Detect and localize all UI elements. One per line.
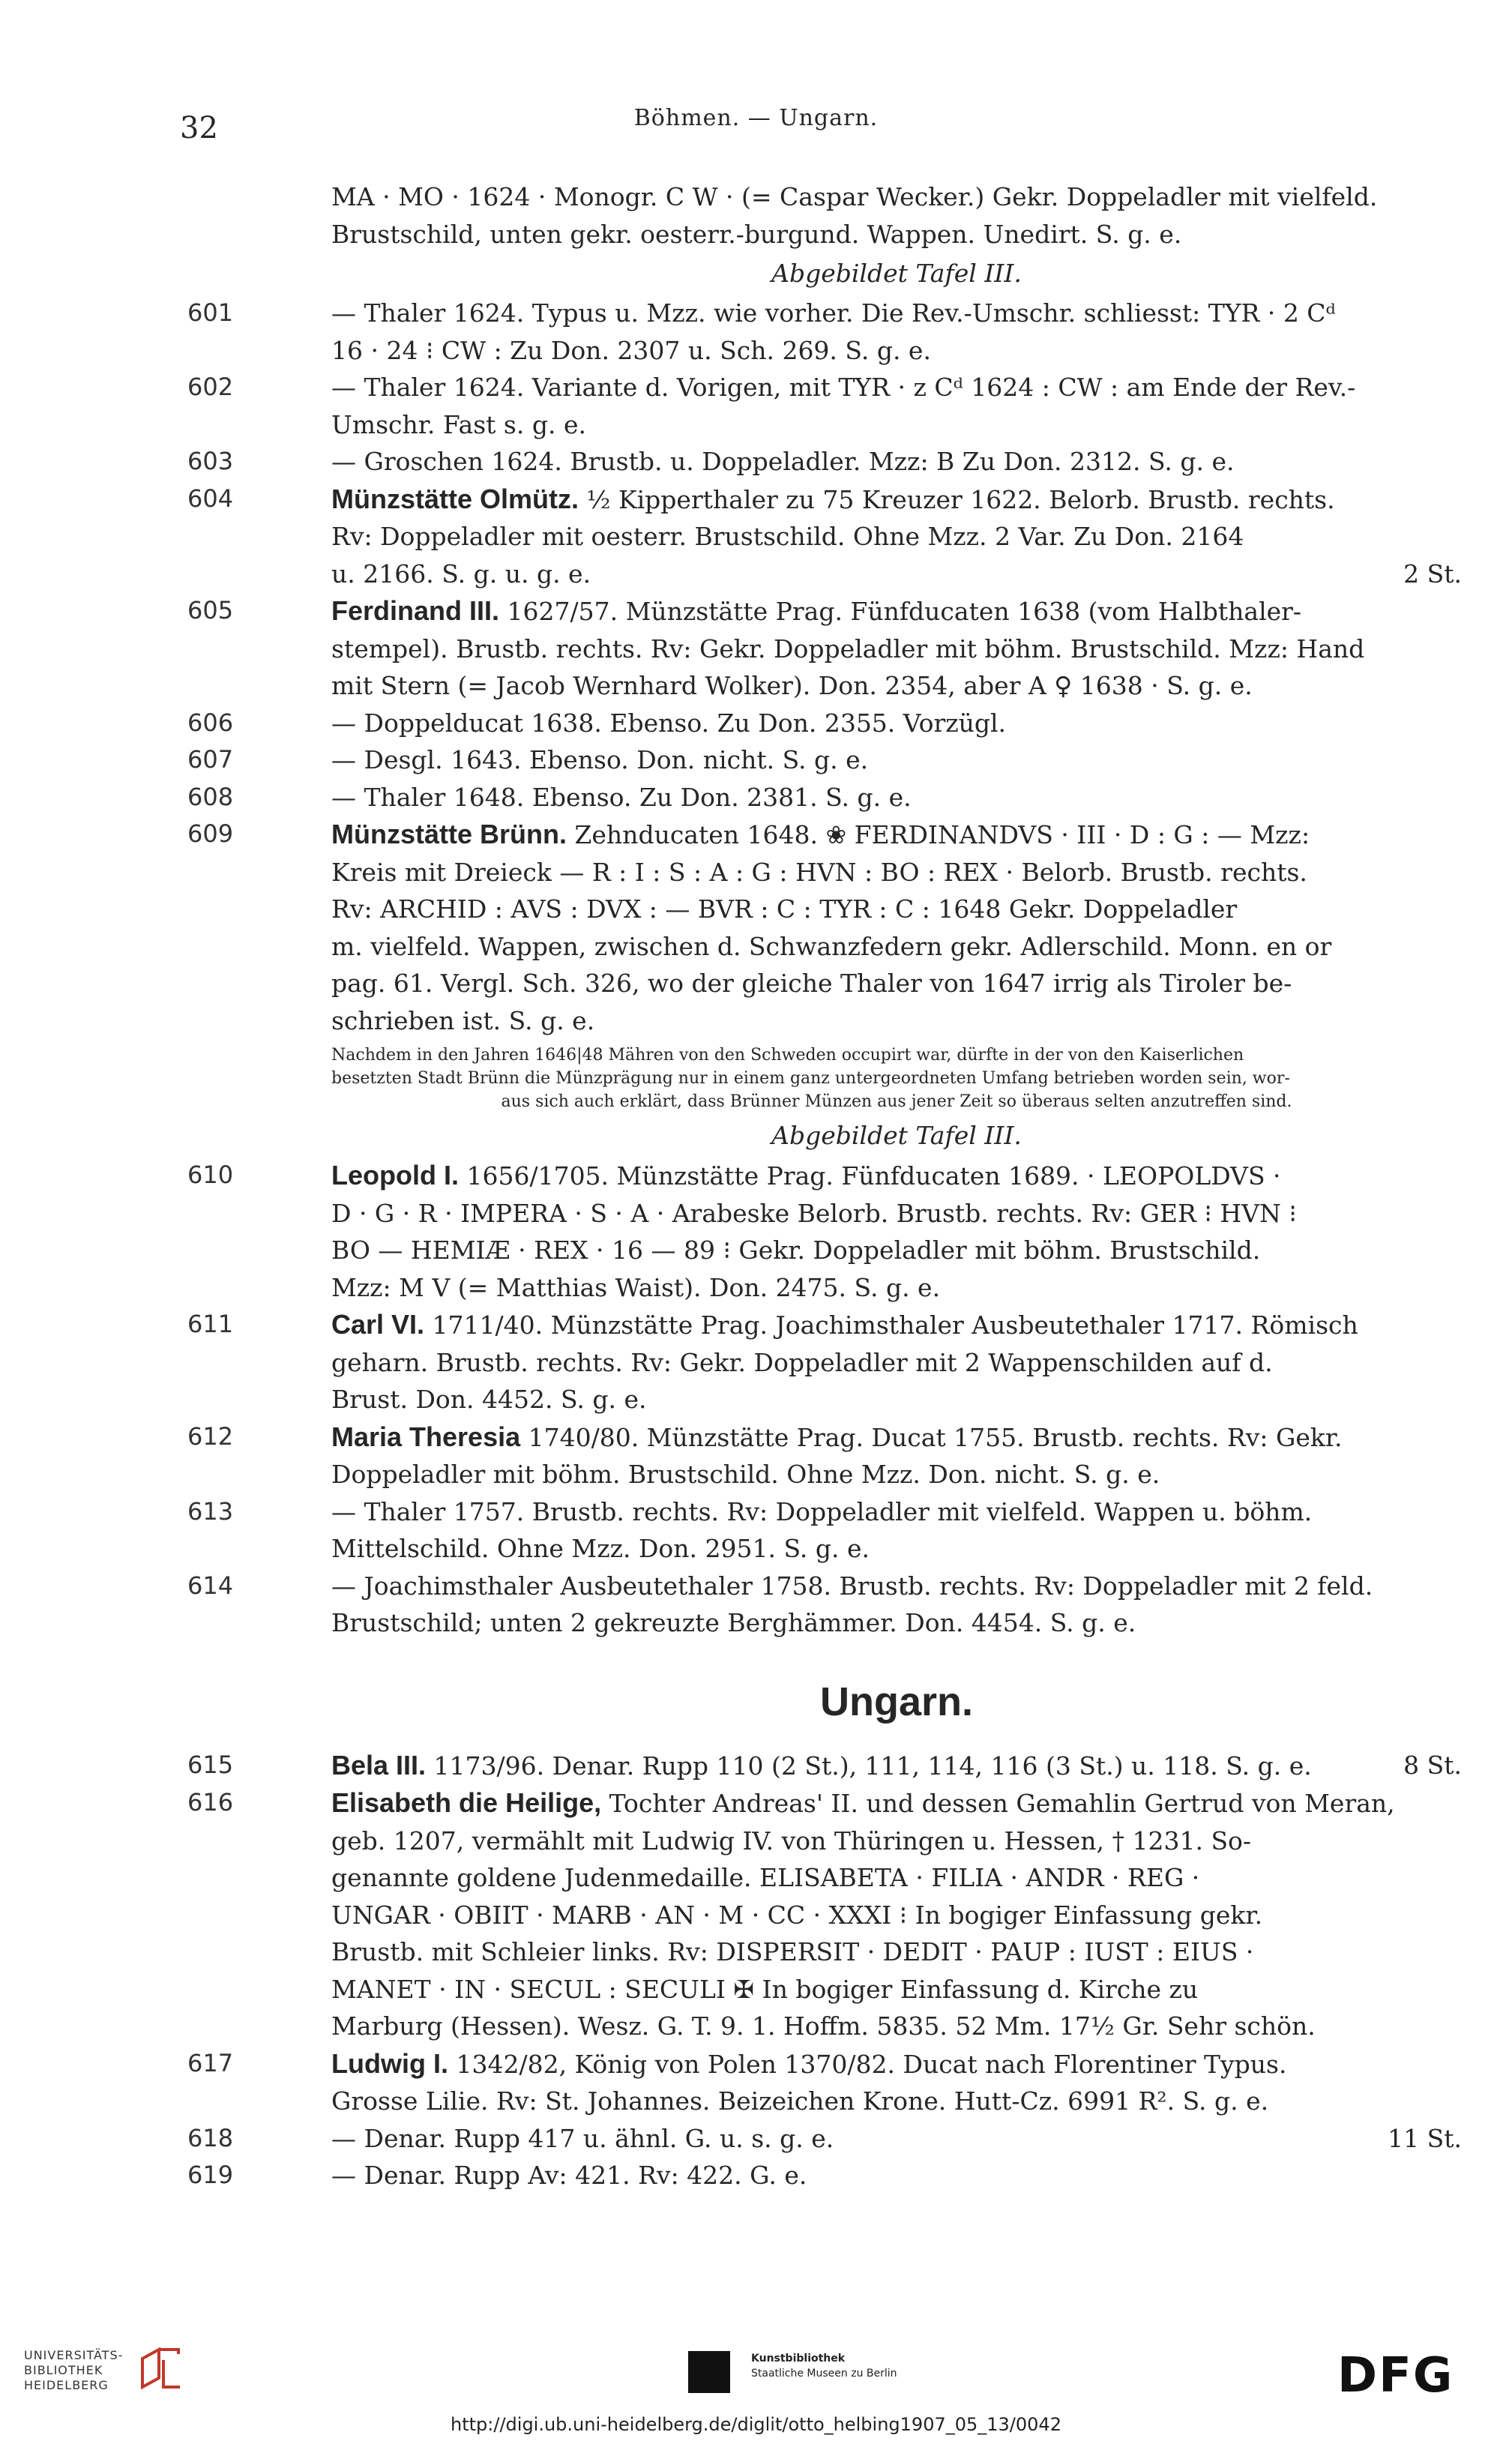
kunstbibliothek-name [751, 2351, 897, 2381]
entry-line [331, 1381, 1462, 1418]
entry-line [331, 1859, 1462, 1897]
kb-subtitle: Staatliche Museen zu Berlin [751, 2368, 897, 2380]
kb-title: Kunstbibliothek [751, 2353, 846, 2365]
entry-text: geb. 1207, vermählt mit Ludwig IV. von Thüringen u. Hessen, † 1231. So- [331, 1826, 1252, 1855]
entry-text: Brustb. mit Schleier links. Rv: DISPERSIT · DEDIT · PAUP : IUST : EIUS · [331, 1937, 1254, 1966]
entry-line [331, 1002, 1462, 1040]
entry-ruler-name: Bela III. [331, 1749, 427, 1781]
entry-text: Rv: ARCHID : AVS : DVX : — BVR : C : TYR : C : 1648 Gekr. Doppeladler [331, 894, 1238, 924]
entry-line [331, 965, 1462, 1002]
university-line: HEIDELBERG [24, 2378, 109, 2392]
catalog-entry [187, 1747, 1462, 1785]
entry-text: Mittelschild. Ohne Mzz. Don. 2951. S. g. e. [331, 1534, 870, 1563]
catalog-entry [187, 592, 1462, 705]
entry-number: 605 [187, 596, 234, 624]
entry-number: 615 [187, 1750, 234, 1779]
entry-line [331, 481, 1462, 519]
entry-text: — Thaler 1624. Variante d. Vorigen, mit TYR · z Cᵈ 1624 : CW : am Ende der Rev.- [331, 373, 1356, 402]
entry-number: 602 [187, 373, 234, 401]
entry-number: 610 [187, 1161, 234, 1189]
university-library-name [24, 2348, 123, 2393]
entry-line [331, 1344, 1462, 1382]
entry-line [331, 854, 1462, 891]
entry-text: D · G · R · IMPERA · S · A · Arabeske Belorb. Brustb. rechts. Rv: GER ⁝ HVN ⁝ [331, 1198, 1297, 1228]
footnote-line: Nachdem in den Jahren 1646|48 Mähren von den Schweden occupirt war, dürfte in der von den Kaiserlichen [331, 1046, 1244, 1065]
catalog-entry [187, 741, 1462, 779]
entry-text: MANET · IN · SECUL : SECULI ✠ In bogiger Einfassung d. Kirche zu [331, 1974, 1199, 2004]
running-head: Böhmen. — Ungarn. [633, 105, 879, 131]
entry-line [331, 1530, 1462, 1568]
entry-piece-count: 2 St. [1403, 559, 1462, 589]
entry-line [331, 2045, 1462, 2083]
entry-piece-count: 8 St. [1403, 1750, 1462, 1780]
entry-line [331, 816, 1462, 854]
entry-text: geharn. Brustb. rechts. Rv: Gekr. Doppeladler mit 2 Wappenschilden auf d. [331, 1347, 1273, 1377]
entry-line [331, 1493, 1462, 1531]
entry-line [331, 705, 1462, 742]
entry-number: 606 [187, 708, 234, 737]
catalog-entry [187, 443, 1462, 481]
footnote [187, 1044, 1462, 1113]
entry-line [331, 2157, 1462, 2194]
entry-text: 1711/40. Münzstätte Prag. Joachimsthaler Ausbeutethaler 1717. Römisch [424, 1310, 1358, 1340]
catalog-entry [187, 2157, 1462, 2194]
entry-ruler-name: Ferdinand III. [331, 595, 500, 626]
footer [0, 2330, 1512, 2441]
footnote-line: besetzten Stadt Brünn die Münzprägung nur in einem ganz untergeordneten Umfang betrieben worden sein, wor- [331, 1069, 1290, 1088]
entry-line [331, 1568, 1462, 1605]
entry-text: 1342/82, König von Polen 1370/82. Ducat nach Florentiner Typus. [448, 2049, 1287, 2079]
entry-text: BO — HEMIÆ · REX · 16 — 89 ⁝ Gekr. Doppeladler mit böhm. Brustschild. [331, 1235, 1261, 1265]
entry-line [331, 1823, 1462, 1860]
entry-number: 609 [187, 819, 234, 848]
intro-paragraph [187, 178, 1462, 253]
entry-line [331, 2008, 1462, 2045]
entry-ruler-name: Münzstätte Olmütz. [331, 483, 579, 514]
catalog-entry [187, 2045, 1462, 2120]
entry-line [331, 369, 1462, 406]
university-line: UNIVERSITÄTS- [24, 2348, 124, 2362]
plate-reference: Abgebildet Tafel III. [771, 1121, 1022, 1150]
entry-text: u. 2166. S. g. u. g. e. [331, 559, 591, 589]
entry-number: 603 [187, 447, 234, 475]
entry-text: Brustschild; unten 2 gekreuzte Berghämmer. Don. 4454. S. g. e. [331, 1608, 1136, 1637]
entry-text: Rv: Doppeladler mit oesterr. Brustschild. Ohne Mzz. 2 Var. Zu Don. 2164 [331, 522, 1244, 551]
entry-line [331, 556, 1462, 593]
entry-line [331, 2083, 1462, 2120]
entry-line [331, 779, 1462, 816]
entry-line [331, 1195, 1462, 1232]
entry-line [331, 1933, 1462, 1971]
intro-line: MA · MO · 1624 · Monogr. C W · (= Caspar Wecker.) Gekr. Doppeladler mit vielfeld. [331, 182, 1378, 211]
catalog-entry [187, 816, 1462, 1039]
entry-line [331, 1456, 1462, 1493]
entry-text: UNGAR · OBIIT · MARB · AN · M · CC · XXXI ⁝ In bogiger Einfassung gekr. [331, 1900, 1263, 1930]
kunstbibliothek-logo-icon [688, 2351, 730, 2393]
entries-group-3 [187, 1747, 1462, 2194]
catalog-entry [187, 295, 1462, 369]
entry-text: Grosse Lilie. Rv: St. Johannes. Beizeichen Krone. Hutt-Cz. 6991 R². S. g. e. [331, 2086, 1269, 2116]
catalog-entry [187, 481, 1462, 593]
catalog-text [187, 178, 1462, 2194]
entry-text: Marburg (Hessen). Wesz. G. T. 9. 1. Hoffm. 5835. 52 Mm. 17½ Gr. Sehr schön. [331, 2011, 1316, 2041]
entry-text: 1656/1705. Münzstätte Prag. Fünfducaten 1689. · LEOPOLDVS · [458, 1161, 1281, 1191]
catalog-entry [187, 1493, 1462, 1568]
university-line: BIBLIOTHEK [24, 2363, 103, 2377]
catalog-entry [187, 1306, 1462, 1418]
entry-text: Umschr. Fast s. g. e. [331, 409, 586, 439]
entry-text: m. vielfeld. Wappen, zwischen d. Schwanzfedern gekr. Adlerschild. Monn. en or [331, 931, 1332, 961]
entry-line [331, 1747, 1462, 1785]
entry-ruler-name: Elisabeth die Heilige, [331, 1787, 602, 1818]
entry-text: Tochter Andreas' II. und dessen Gemahlin Gertrud von Meran, [601, 1789, 1395, 1818]
plate-reference: Abgebildet Tafel III. [771, 259, 1022, 288]
entry-number: 607 [187, 745, 234, 774]
entry-text: stempel). Brustb. rechts. Rv: Gekr. Doppeladler mit böhm. Brustschild. Mzz: Hand [331, 633, 1365, 663]
university-logo-icon [136, 2344, 186, 2393]
entry-number: 614 [187, 1571, 234, 1600]
entry-line [331, 1604, 1462, 1642]
entry-number: 616 [187, 1788, 234, 1817]
entry-text: — Joachimsthaler Ausbeutethaler 1758. Brustb. rechts. Rv: Doppeladler mit 2 feld. [331, 1571, 1373, 1601]
entry-text: — Thaler 1648. Ebenso. Zu Don. 2381. S. g. e. [331, 782, 912, 812]
entry-line [331, 1784, 1462, 1823]
section-heading: Ungarn. [819, 1679, 973, 1724]
entry-line [331, 592, 1462, 630]
entry-text: mit Stern (= Jacob Wernhard Wolker). Don. 2354, aber A ♀ 1638 · S. g. e. [331, 671, 1253, 700]
entry-line [331, 295, 1462, 332]
catalog-entry [187, 1568, 1462, 1642]
entry-line [331, 741, 1462, 779]
entry-line [331, 332, 1462, 370]
intro-line: Brustschild, unten gekr. oesterr.-burgund. Wappen. Unedirt. S. g. e. [331, 219, 1182, 249]
entry-text: — Doppelducat 1638. Ebenso. Zu Don. 2355. Vorzügl. [331, 708, 1007, 738]
entry-text: Brust. Don. 4452. S. g. e. [331, 1385, 647, 1414]
entry-text: — Denar. Rupp 417 u. ähnl. G. u. s. g. e. [331, 2123, 834, 2153]
footnote-line: aus sich auch erklärt, dass Brünner Münzen aus jener Zeit so überaus selten anzutreffen sind. [501, 1092, 1292, 1111]
entry-number: 601 [187, 298, 234, 327]
entry-text: — Thaler 1624. Typus u. Mzz. wie vorher. Die Rev.-Umschr. schliesst: TYR · 2 Cᵈ [331, 298, 1336, 328]
dfg-logo: DFG [1337, 2348, 1454, 2404]
entry-text: 16 · 24 ⁝ CW : Zu Don. 2307 u. Sch. 269. S. g. e. [331, 335, 931, 365]
catalog-entry [187, 705, 1462, 742]
entry-line [331, 1418, 1462, 1457]
entry-line [331, 891, 1462, 928]
entry-ruler-name: Ludwig I. [331, 2047, 448, 2079]
entry-number: 612 [187, 1421, 234, 1451]
entry-ruler-name: Maria Theresia [331, 1421, 521, 1452]
catalog-entry [187, 369, 1462, 443]
entry-line [331, 1897, 1462, 1934]
entry-number: 617 [187, 2048, 234, 2077]
catalog-entry [187, 1418, 1462, 1493]
entry-text: — Denar. Rupp Av: 421. Rv: 422. G. e. [331, 2161, 807, 2190]
entry-line [331, 1232, 1462, 1269]
entry-line [331, 2120, 1462, 2158]
entry-text: Kreis mit Dreieck — R : I : S : A : G : HVN : BO : REX · Belorb. Brustb. rechts. [331, 857, 1307, 887]
entry-line [331, 667, 1462, 705]
entry-text: — Thaler 1757. Brustb. rechts. Rv: Doppeladler mit vielfeld. Wappen u. böhm. [331, 1496, 1313, 1526]
entry-number: 618 [187, 2123, 234, 2152]
entry-ruler-name: Leopold I. [331, 1160, 459, 1191]
entry-line [331, 1157, 1462, 1195]
entries-group-1 [187, 295, 1462, 1039]
entry-number: 619 [187, 2161, 234, 2189]
entry-text: Zehnducaten 1648. ❀ FERDINANDVS · III · D : G : — Mzz: [566, 820, 1310, 849]
entry-text: Mzz: M V (= Matthias Waist). Don. 2475. S. g. e. [331, 1272, 941, 1302]
entry-text: 1740/80. Münzstätte Prag. Ducat 1755. Brustb. rechts. Rv: Gekr. [520, 1422, 1343, 1452]
catalog-entry [187, 2120, 1462, 2158]
entry-number: 613 [187, 1496, 234, 1526]
entry-text: 1173/96. Denar. Rupp 110 (2 St.), 111, 114, 116 (3 St.) u. 118. S. g. e. [426, 1751, 1312, 1781]
entry-line [331, 443, 1462, 481]
entry-line [331, 1971, 1462, 2008]
entry-line [331, 518, 1462, 556]
entry-text: schrieben ist. S. g. e. [331, 1005, 595, 1035]
entry-text: pag. 61. Vergl. Sch. 326, wo der gleiche Thaler von 1647 irrig als Tiroler be- [331, 969, 1292, 998]
catalog-entry [187, 779, 1462, 816]
entry-line [331, 1306, 1462, 1344]
catalog-entry [187, 1157, 1462, 1306]
entry-text: — Desgl. 1643. Ebenso. Don. nicht. S. g. e. [331, 745, 869, 774]
entry-piece-count: 11 St. [1388, 2123, 1462, 2153]
entry-line [331, 630, 1462, 668]
entry-line [331, 1269, 1462, 1307]
entry-ruler-name: Münzstätte Brünn. [331, 819, 567, 849]
entry-number: 608 [187, 782, 234, 811]
catalog-entry [187, 1784, 1462, 2045]
page-number: 32 [180, 111, 218, 145]
entry-text: ½ Kipperthaler zu 75 Kreuzer 1622. Belorb. Brustb. rechts. [579, 484, 1335, 514]
entry-text: genannte goldene Judenmedaille. ELISABETA · FILIA · ANDR · REG · [331, 1863, 1200, 1892]
entry-text: Doppeladler mit böhm. Brustschild. Ohne Mzz. Don. nicht. S. g. e. [331, 1460, 1160, 1489]
entry-text: 1627/57. Münzstätte Prag. Fünfducaten 1638 (vom Halbthaler- [499, 597, 1302, 626]
entry-number: 604 [187, 484, 234, 513]
entries-group-2 [187, 1157, 1462, 1642]
entry-text: — Groschen 1624. Brustb. u. Doppeladler. Mzz: B Zu Don. 2312. S. g. e. [331, 447, 1235, 476]
entry-number: 611 [187, 1310, 234, 1338]
entry-ruler-name: Carl VI. [331, 1309, 425, 1340]
source-url-link[interactable]: http://digi.ub.uni-heidelberg.de/diglit/otto_helbing1907_05_13/0042 [451, 2414, 1061, 2435]
entry-line [331, 406, 1462, 444]
entry-line [331, 928, 1462, 966]
